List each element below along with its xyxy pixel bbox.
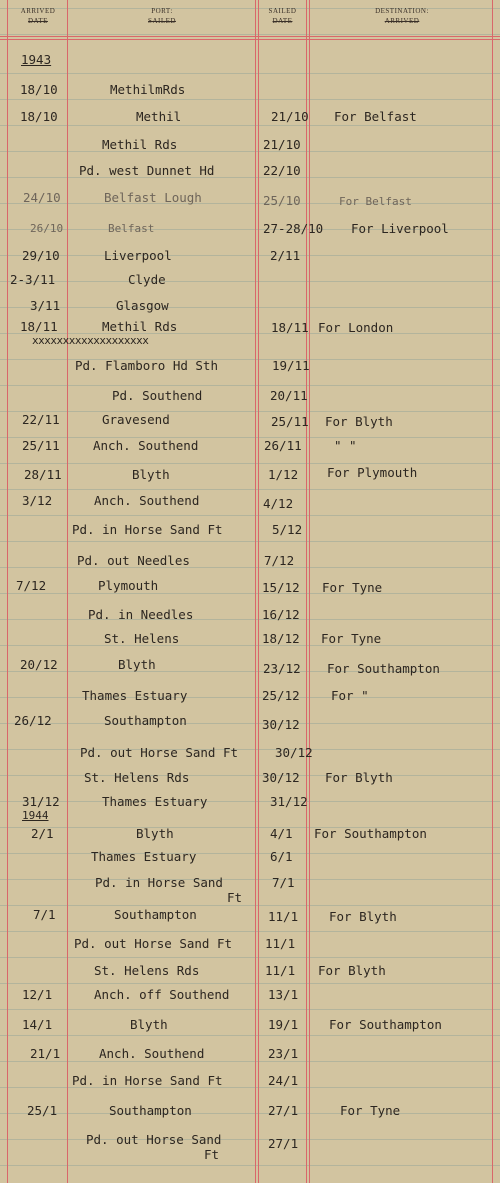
sailed-date: 5/12 [272,522,303,537]
crossed-out-text: xxxxxxxxxxxxxxxxxxx [32,334,149,347]
port-name-continued: Ft [204,1147,220,1162]
port-name: Plymouth [98,578,159,593]
port-name: Anch. Southend [94,493,200,508]
port-name: Anch. off Southend [94,987,230,1002]
arrived-date: 25/11 [22,438,60,453]
sailed-date: 13/1 [268,987,299,1002]
destination: For Blyth [325,414,393,429]
port-name-continued: Ft [227,890,243,905]
port-name: Thames Estuary [102,794,208,809]
arrived-date: 29/10 [22,248,60,263]
port-name: Pd. out Horse Sand Ft [74,936,233,951]
arrived-date: 26/10 [30,222,64,235]
destination: For Tyne [321,631,382,646]
sailed-date: 4/1 [270,826,293,841]
arrived-date: 3/11 [30,298,61,313]
sailed-date: 15/12 [262,580,300,595]
port-header: PORT: SAILED [148,7,176,25]
sailed-date: 27/1 [268,1103,299,1118]
port-name: Clyde [128,272,166,287]
sailed-date: 24/1 [268,1073,299,1088]
port-name: Thames Estuary [82,688,188,703]
arrived-date: 7/12 [16,578,47,593]
port-name: Pd. in Needles [88,607,194,622]
sailed-date: 11/1 [265,936,296,951]
port-name: Belfast [108,222,155,235]
arrived-date: 18/10 [20,109,58,124]
sailed-date: 22/10 [263,163,301,178]
port-name: Blyth [118,657,156,672]
port-name: Pd. Southend [112,388,203,403]
destination: For Tyne [340,1103,401,1118]
port-name: Methil Rds [102,319,178,334]
sailed-date: 11/1 [268,909,299,924]
port-name: Pd. out Horse Sand Ft [80,745,239,760]
port-name: St. Helens [104,631,180,646]
sailed-date: 19/1 [268,1017,299,1032]
destination: For Blyth [325,770,393,785]
destination: For London [318,320,394,335]
arrived-date: 31/12 [22,794,60,809]
arrived-date: 3/12 [22,493,53,508]
arrived-date: 28/11 [24,467,62,482]
port-name: St. Helens Rds [94,963,200,978]
year-label: 1943 [21,52,52,67]
sailed-date: 27/1 [268,1136,299,1151]
port-name: Glasgow [116,298,169,313]
arrived-date: 21/1 [30,1046,61,1061]
sailed-date: 20/11 [270,388,308,403]
sailed-date: 25/12 [262,688,300,703]
ledger-rule [7,0,8,1183]
arrived-date: 26/12 [14,713,52,728]
sailed-date: 4/12 [263,496,294,511]
destination-header: DESTINATION: ARRIVED [375,7,429,25]
port-name: Methil [136,109,182,124]
arrived-header: ARRIVED DATE [20,7,56,25]
arrived-date: 14/1 [22,1017,53,1032]
sailed-date: 6/1 [270,849,293,864]
sailed-date: 27-28/10 [263,221,324,236]
sailed-date: 1/12 [268,467,299,482]
ledger-rule [255,0,256,1183]
port-name: Pd. west Dunnet Hd [79,163,215,178]
port-name: MethilmRds [110,82,186,97]
destination: " " [334,438,357,453]
sailed-date: 31/12 [270,794,308,809]
destination: For Belfast [339,195,412,208]
arrived-date: 7/1 [33,907,56,922]
sailed-date: 2/11 [270,248,301,263]
port-name: Liverpool [104,248,172,263]
port-name: Thames Estuary [91,849,197,864]
port-name: Southampton [104,713,187,728]
header-rule [0,39,500,40]
destination: For Blyth [329,909,397,924]
arrived-date: 25/1 [27,1103,58,1118]
sailed-date: 23/1 [268,1046,299,1061]
ledger-rule [309,0,310,1183]
sailed-date: 25/11 [271,414,309,429]
arrived-date: 2-3/11 [10,272,56,287]
ledger-rule [492,0,493,1183]
destination: For Belfast [334,109,417,124]
sailed-date: 7/12 [264,553,295,568]
ledger-rule [67,0,68,1183]
year-label: 1944 [22,809,49,822]
port-name: Anch. Southend [99,1046,205,1061]
port-name: Anch. Southend [93,438,199,453]
arrived-date: 20/12 [20,657,58,672]
sailed-date: 30/12 [262,717,300,732]
sailed-date: 16/12 [262,607,300,622]
port-name: Methil Rds [102,137,178,152]
sailed-date: 7/1 [272,875,295,890]
sailed-date: 11/1 [265,963,296,978]
port-name: Pd. Flamboro Hd Sth [75,358,218,373]
port-name: Blyth [132,467,170,482]
sailed-date: 21/10 [263,137,301,152]
arrived-date: 24/10 [23,190,61,205]
destination: For Blyth [318,963,386,978]
port-name: Belfast Lough [104,190,202,205]
port-name: Pd. out Needles [77,553,190,568]
port-name: St. Helens Rds [84,770,190,785]
destination: For Plymouth [327,465,418,480]
sailed-date: 18/11 [271,320,309,335]
port-name: Pd. in Horse Sand Ft [72,1073,223,1088]
port-name: Gravesend [102,412,170,427]
sailed-date: 19/11 [272,358,310,373]
sailed-header: SAILED DATE [268,7,297,25]
destination: For Liverpool [351,221,449,236]
destination: For Southampton [314,826,427,841]
port-name: Blyth [136,826,174,841]
port-name: Southampton [109,1103,192,1118]
arrived-date: 2/1 [31,826,54,841]
sailed-date: 30/12 [262,770,300,785]
sailed-date: 30/12 [275,745,313,760]
arrived-date: 18/11 [20,319,58,334]
header-rule [0,36,500,37]
sailed-date: 25/10 [263,193,301,208]
sailed-date: 18/12 [262,631,300,646]
arrived-date: 22/11 [22,412,60,427]
port-name: Southampton [114,907,197,922]
sailed-date: 23/12 [263,661,301,676]
ledger-rule [258,0,259,1183]
port-name: Pd. in Horse Sand Ft [72,522,223,537]
port-name: Pd. in Horse Sand [95,875,223,890]
ledger-rule [306,0,307,1183]
destination: For " [331,688,369,703]
sailed-date: 21/10 [271,109,309,124]
destination: For Southampton [327,661,440,676]
arrived-date: 12/1 [22,987,53,1002]
destination: For Southampton [329,1017,442,1032]
sailed-date: 26/11 [264,438,302,453]
arrived-date: 18/10 [20,82,58,97]
port-name: Pd. out Horse Sand [86,1132,222,1147]
port-name: Blyth [130,1017,168,1032]
destination: For Tyne [322,580,383,595]
